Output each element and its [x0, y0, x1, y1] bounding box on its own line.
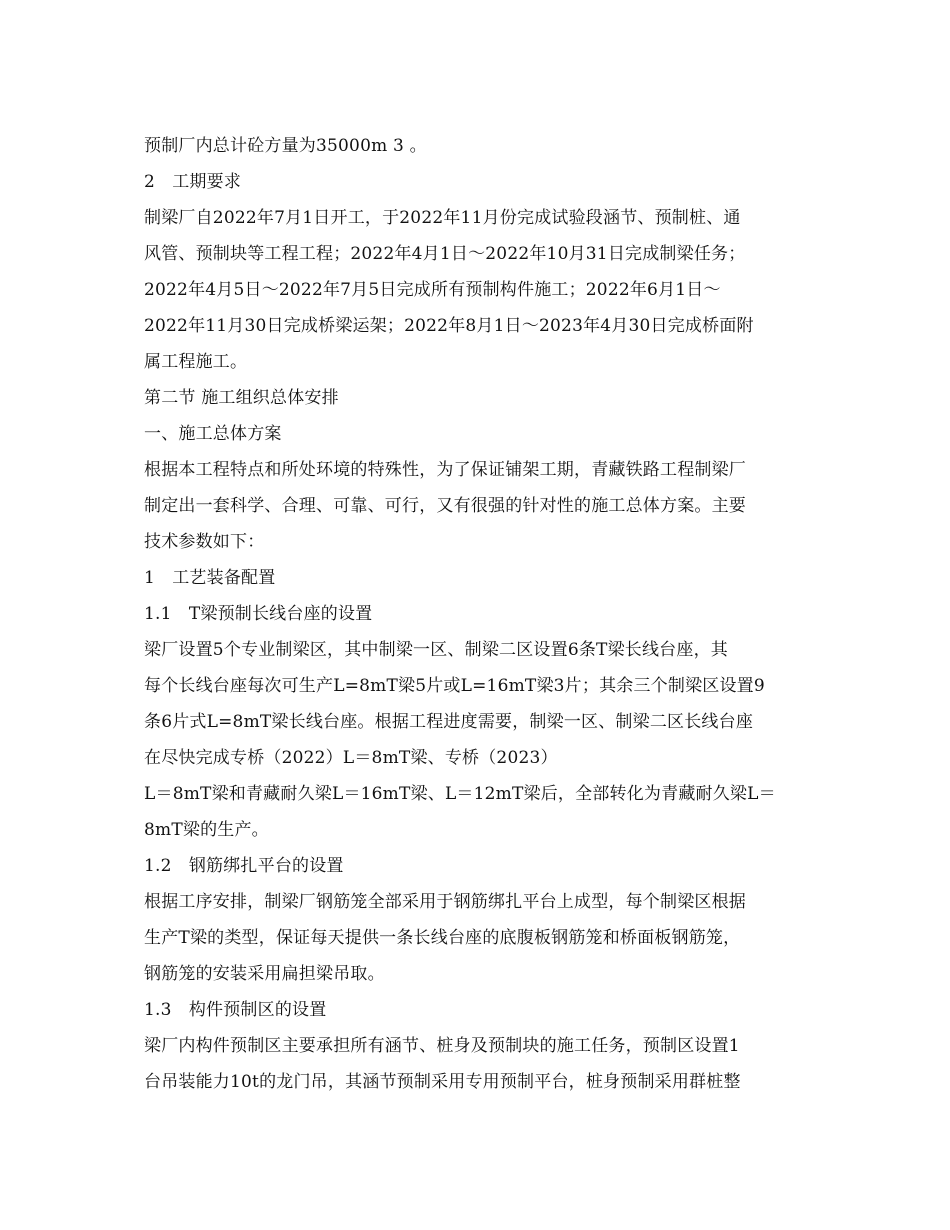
text-line: 根据工序安排，制梁厂钢筋笼全部采用于钢筋绑扎平台上成型，每个制梁区根据	[144, 892, 746, 912]
section-heading: 1.2 钢筋绑扎平台的设置	[144, 856, 344, 876]
section-heading: 1.3 构件预制区的设置	[144, 1000, 327, 1020]
text-line: 条6片式L=8mT梁长线台座。根据工程进度需要，制梁一区、制梁二区长线台座	[144, 712, 754, 732]
document-body	[144, 128, 814, 1100]
section-heading: 一、施工总体方案	[144, 424, 282, 444]
text-line: 钢筋笼的安装采用扁担梁吊取。	[144, 964, 385, 984]
text-line: 根据本工程特点和所处环境的特殊性，为了保证铺架工期，青藏铁路工程制梁厂	[144, 460, 746, 480]
text-line: 8mT梁的生产。	[144, 820, 269, 840]
text-line: 预制厂内总计砼方量为35000m 3 。	[144, 136, 427, 156]
section-heading: 1 工艺装备配置	[144, 568, 276, 588]
text-line: 风管、预制块等工程工程；2022年4月1日～2022年10月31日完成制梁任务；	[144, 244, 746, 264]
text-line: 梁厂内构件预制区主要承担所有涵节、桩身及预制块的施工任务，预制区设置1	[144, 1036, 740, 1056]
text-line: L＝8mT梁和青藏耐久梁L＝16mT梁、L＝12mT梁后，全部转化为青藏耐久梁L＝	[144, 784, 776, 804]
section-heading: 1.1 T梁预制长线台座的设置	[144, 604, 373, 624]
text-line: 台吊装能力10t的龙门吊，其涵节预制采用专用预制平台，桩身预制采用群桩整	[144, 1072, 741, 1092]
text-line: 2022年11月30日完成桥梁运架；2022年8月1日～2023年4月30日完成桥面附	[144, 316, 754, 336]
section-heading: 2 工期要求	[144, 172, 242, 192]
text-line: 制梁厂自2022年7月1日开工，于2022年11月份完成试验段涵节、预制桩、通	[144, 208, 741, 228]
text-line: 属工程施工。	[144, 352, 248, 372]
text-line: 梁厂设置5个专业制梁区，其中制梁一区、制梁二区设置6条T梁长线台座，其	[144, 640, 728, 660]
text-line: 制定出一套科学、合理、可靠、可行，又有很强的针对性的施工总体方案。主要	[144, 496, 746, 516]
text-line: 生产T梁的类型，保证每天提供一条长线台座的底腹板钢筋笼和桥面板钢筋笼，	[144, 928, 741, 948]
text-line: 2022年4月5日～2022年7月5日完成所有预制构件施工；2022年6月1日～	[144, 280, 721, 300]
text-line: 技术参数如下：	[144, 532, 265, 552]
text-line: 每个长线台座每次可生产L=8mT梁5片或L=16mT梁3片；其余三个制梁区设置9	[144, 676, 765, 696]
section-heading: 第二节 施工组织总体安排	[144, 388, 339, 408]
text-line: 在尽快完成专桥（2022）L＝8mT梁、专桥（2023）	[144, 748, 558, 768]
